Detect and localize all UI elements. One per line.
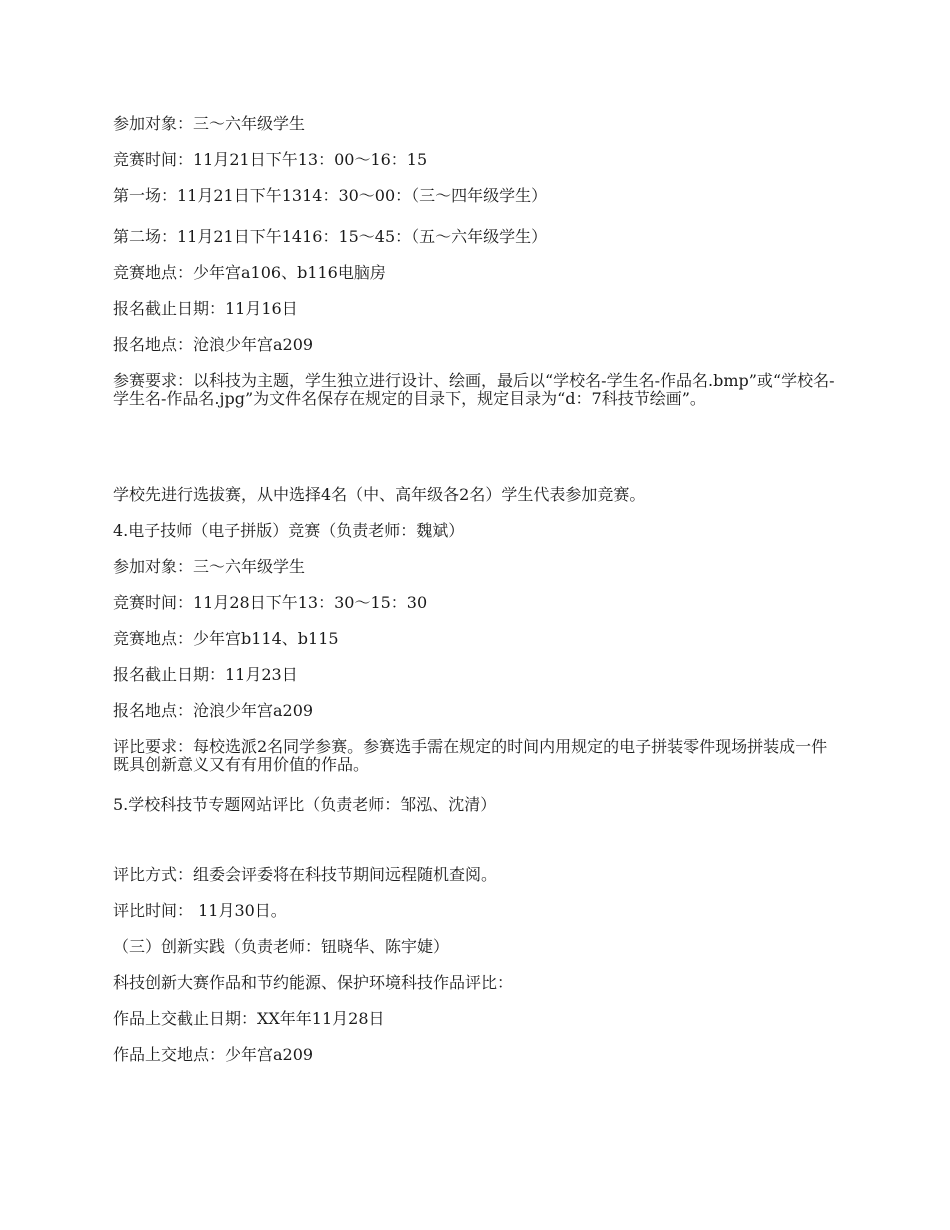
venue-line-2: 竞赛地点：少年宫b114、b115 <box>113 629 339 648</box>
registration-place-line-1: 报名地点：沧浪少年宫a209 <box>113 335 314 354</box>
competition-time-line-1: 竞赛时间：11月21日下午13：00～16：15 <box>113 150 428 169</box>
session-two-line: 第二场：11月21日下午1416：15～45：（五～六年级学生） <box>113 227 548 246</box>
selection-note-line: 学校先进行选拔赛，从中选择4名（中、高年级各2名）学生代表参加竞赛。 <box>113 485 646 504</box>
section-heading-innovation: （三）创新实践（负责老师：钮晓华、陈宇婕） <box>113 937 450 956</box>
registration-deadline-line-2: 报名截止日期：11月23日 <box>113 665 298 684</box>
competition-time-line-2: 竞赛时间：11月28日下午13：30～15：30 <box>113 593 428 612</box>
submission-deadline-line: 作品上交截止日期：XX年年11月28日 <box>113 1009 385 1028</box>
venue-line-1: 竞赛地点：少年宫a106、b116电脑房 <box>113 263 386 282</box>
section-heading-website: 5.学校科技节专题网站评比（负责老师：邹泓、沈清） <box>113 795 497 814</box>
submission-place-line: 作品上交地点：少年宫a209 <box>113 1045 314 1064</box>
participants-line-1: 参加对象：三～六年级学生 <box>113 114 306 133</box>
innovation-contest-line: 科技创新大赛作品和节约能源、保护环境科技作品评比： <box>113 973 514 992</box>
judging-time-line: 评比时间： 11月30日。 <box>113 901 287 920</box>
participants-line-2: 参加对象：三～六年级学生 <box>113 557 306 576</box>
entry-requirements-paragraph: 参赛要求：以科技为主题，学生独立进行设计、绘画，最后以“学校名-学生名-作品名.bmp”或“学校名-学生名-作品名.jpg”为文件名保存在规定的目录下，规定目录为“d：7科技节绘画”。 <box>113 371 835 408</box>
judging-method-line: 评比方式：组委会评委将在科技节期间远程随机查阅。 <box>113 865 498 884</box>
registration-place-line-2: 报名地点：沧浪少年宫a209 <box>113 701 314 720</box>
judging-requirements-paragraph: 评比要求：每校选派2名同学参赛。参赛选手需在规定的时间内用规定的电子拼装零件现场拼装成一件既具创新意义又有有用价值的作品。 <box>113 737 828 774</box>
registration-deadline-line-1: 报名截止日期：11月16日 <box>113 299 298 318</box>
section-heading-electronics: 4.电子技师（电子拼版）竞赛（负责老师：魏斌） <box>113 521 465 540</box>
session-one-line: 第一场：11月21日下午1314：30～00：（三～四年级学生） <box>113 186 548 205</box>
